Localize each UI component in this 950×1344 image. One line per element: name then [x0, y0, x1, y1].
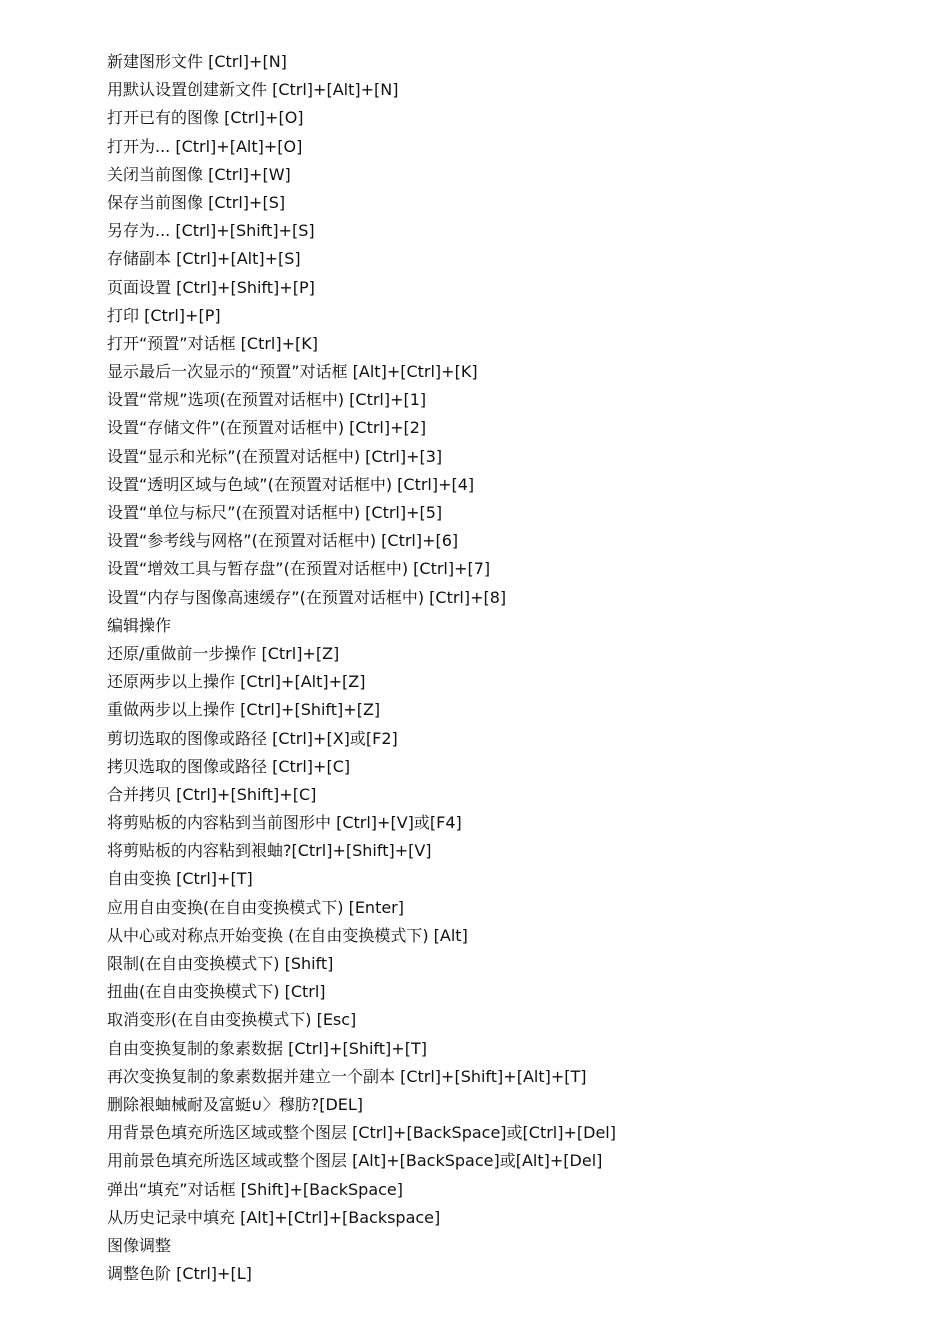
shortcut-line: 关闭当前图像 [Ctrl]+[W] — [107, 164, 291, 184]
shortcut-line: 保存当前图像 [Ctrl]+[S] — [107, 192, 286, 212]
shortcut-line: 再次变换复制的象素数据并建立一个副本 [Ctrl]+[Shift]+[Alt]+[T] — [107, 1066, 587, 1086]
shortcut-line: 存储副本 [Ctrl]+[Alt]+[S] — [107, 249, 301, 269]
shortcut-line: 用背景色填充所选区域或整个图层 [Ctrl]+[BackSpace]或[Ctrl]+[Del] — [107, 1123, 616, 1143]
shortcut-line: 自由变换 [Ctrl]+[T] — [107, 869, 253, 889]
shortcut-line: 将剪贴板的内容粘到当前图形中 [Ctrl]+[V]或[F4] — [107, 813, 462, 833]
shortcut-line: 设置“参考线与网格”(在预置对话框中) [Ctrl]+[6] — [107, 531, 459, 551]
shortcut-line: 打印 [Ctrl]+[P] — [107, 305, 221, 325]
shortcut-line: 剪切选取的图像或路径 [Ctrl]+[X]或[F2] — [107, 728, 398, 748]
shortcut-line: 用默认设置创建新文件 [Ctrl]+[Alt]+[N] — [107, 80, 399, 100]
shortcut-line: 显示最后一次显示的“预置”对话框 [Alt]+[Ctrl]+[K] — [107, 362, 478, 382]
shortcut-line: 合并拷贝 [Ctrl]+[Shift]+[C] — [107, 784, 317, 804]
shortcut-line: 页面设置 [Ctrl]+[Shift]+[P] — [107, 277, 315, 297]
shortcut-list — [107, 48, 907, 1288]
shortcut-line: 打开已有的图像 [Ctrl]+[O] — [107, 108, 304, 128]
shortcut-line: 设置“单位与标尺”(在预置对话框中) [Ctrl]+[5] — [107, 503, 443, 522]
shortcut-line: 设置“增效工具与暂存盘”(在预置对话框中) [Ctrl]+[7] — [107, 559, 491, 579]
shortcut-line: 设置“存储文件”(在预置对话框中) [Ctrl]+[2] — [107, 418, 427, 438]
shortcut-line: 设置“常规”选项(在预置对话框中) [Ctrl]+[1] — [107, 390, 427, 410]
shortcut-line: 取消变形(在自由变换模式下) [Esc] — [107, 1010, 357, 1030]
shortcut-line: 调整色阶 [Ctrl]+[L] — [107, 1264, 252, 1284]
shortcut-line: 将剪贴板的内容粘到裉蚰?[Ctrl]+[Shift]+[V] — [107, 841, 432, 861]
shortcut-line: 打开“预置”对话框 [Ctrl]+[K] — [107, 333, 319, 353]
shortcut-line: 扭曲(在自由变换模式下) [Ctrl] — [107, 982, 326, 1002]
shortcut-line: 另存为... [Ctrl]+[Shift]+[S] — [107, 221, 315, 241]
shortcut-line: 还原两步以上操作 [Ctrl]+[Alt]+[Z] — [107, 672, 366, 692]
shortcut-line: 重做两步以上操作 [Ctrl]+[Shift]+[Z] — [107, 700, 381, 720]
shortcut-line: 设置“内存与图像高速缓存”(在预置对话框中) [Ctrl]+[8] — [107, 587, 507, 607]
shortcut-line: 自由变换复制的象素数据 [Ctrl]+[Shift]+[T] — [107, 1038, 427, 1058]
shortcut-line: 用前景色填充所选区域或整个图层 [Alt]+[BackSpace]或[Alt]+[Del] — [107, 1151, 603, 1171]
shortcut-line: 弹出“填充”对话框 [Shift]+[BackSpace] — [107, 1179, 404, 1199]
shortcut-line: 还原/重做前一步操作 [Ctrl]+[Z] — [107, 643, 340, 663]
shortcut-line: 从历史记录中填充 [Alt]+[Ctrl]+[Backspace] — [107, 1207, 441, 1227]
section-heading: 图像调整 — [107, 1235, 172, 1255]
section-heading: 编辑操作 — [107, 615, 172, 635]
shortcut-line: 从中心或对称点开始变换 (在自由变换模式下) [Alt] — [107, 925, 468, 945]
shortcut-line: 限制(在自由变换模式下) [Shift] — [107, 954, 334, 973]
shortcut-line: 打开为... [Ctrl]+[Alt]+[O] — [107, 136, 303, 156]
shortcut-line: 新建图形文件 [Ctrl]+[N] — [107, 52, 287, 71]
shortcut-line: 应用自由变换(在自由变换模式下) [Enter] — [107, 897, 405, 917]
shortcut-line: 拷贝选取的图像或路径 [Ctrl]+[C] — [107, 756, 351, 776]
shortcut-line: 设置“透明区域与色域”(在预置对话框中) [Ctrl]+[4] — [107, 474, 475, 494]
shortcut-line: 删除裉蚰械耐及富蜓∪〉穆肪?[DEL] — [107, 1094, 364, 1114]
shortcut-line: 设置“显示和光标”(在预置对话框中) [Ctrl]+[3] — [107, 446, 443, 466]
